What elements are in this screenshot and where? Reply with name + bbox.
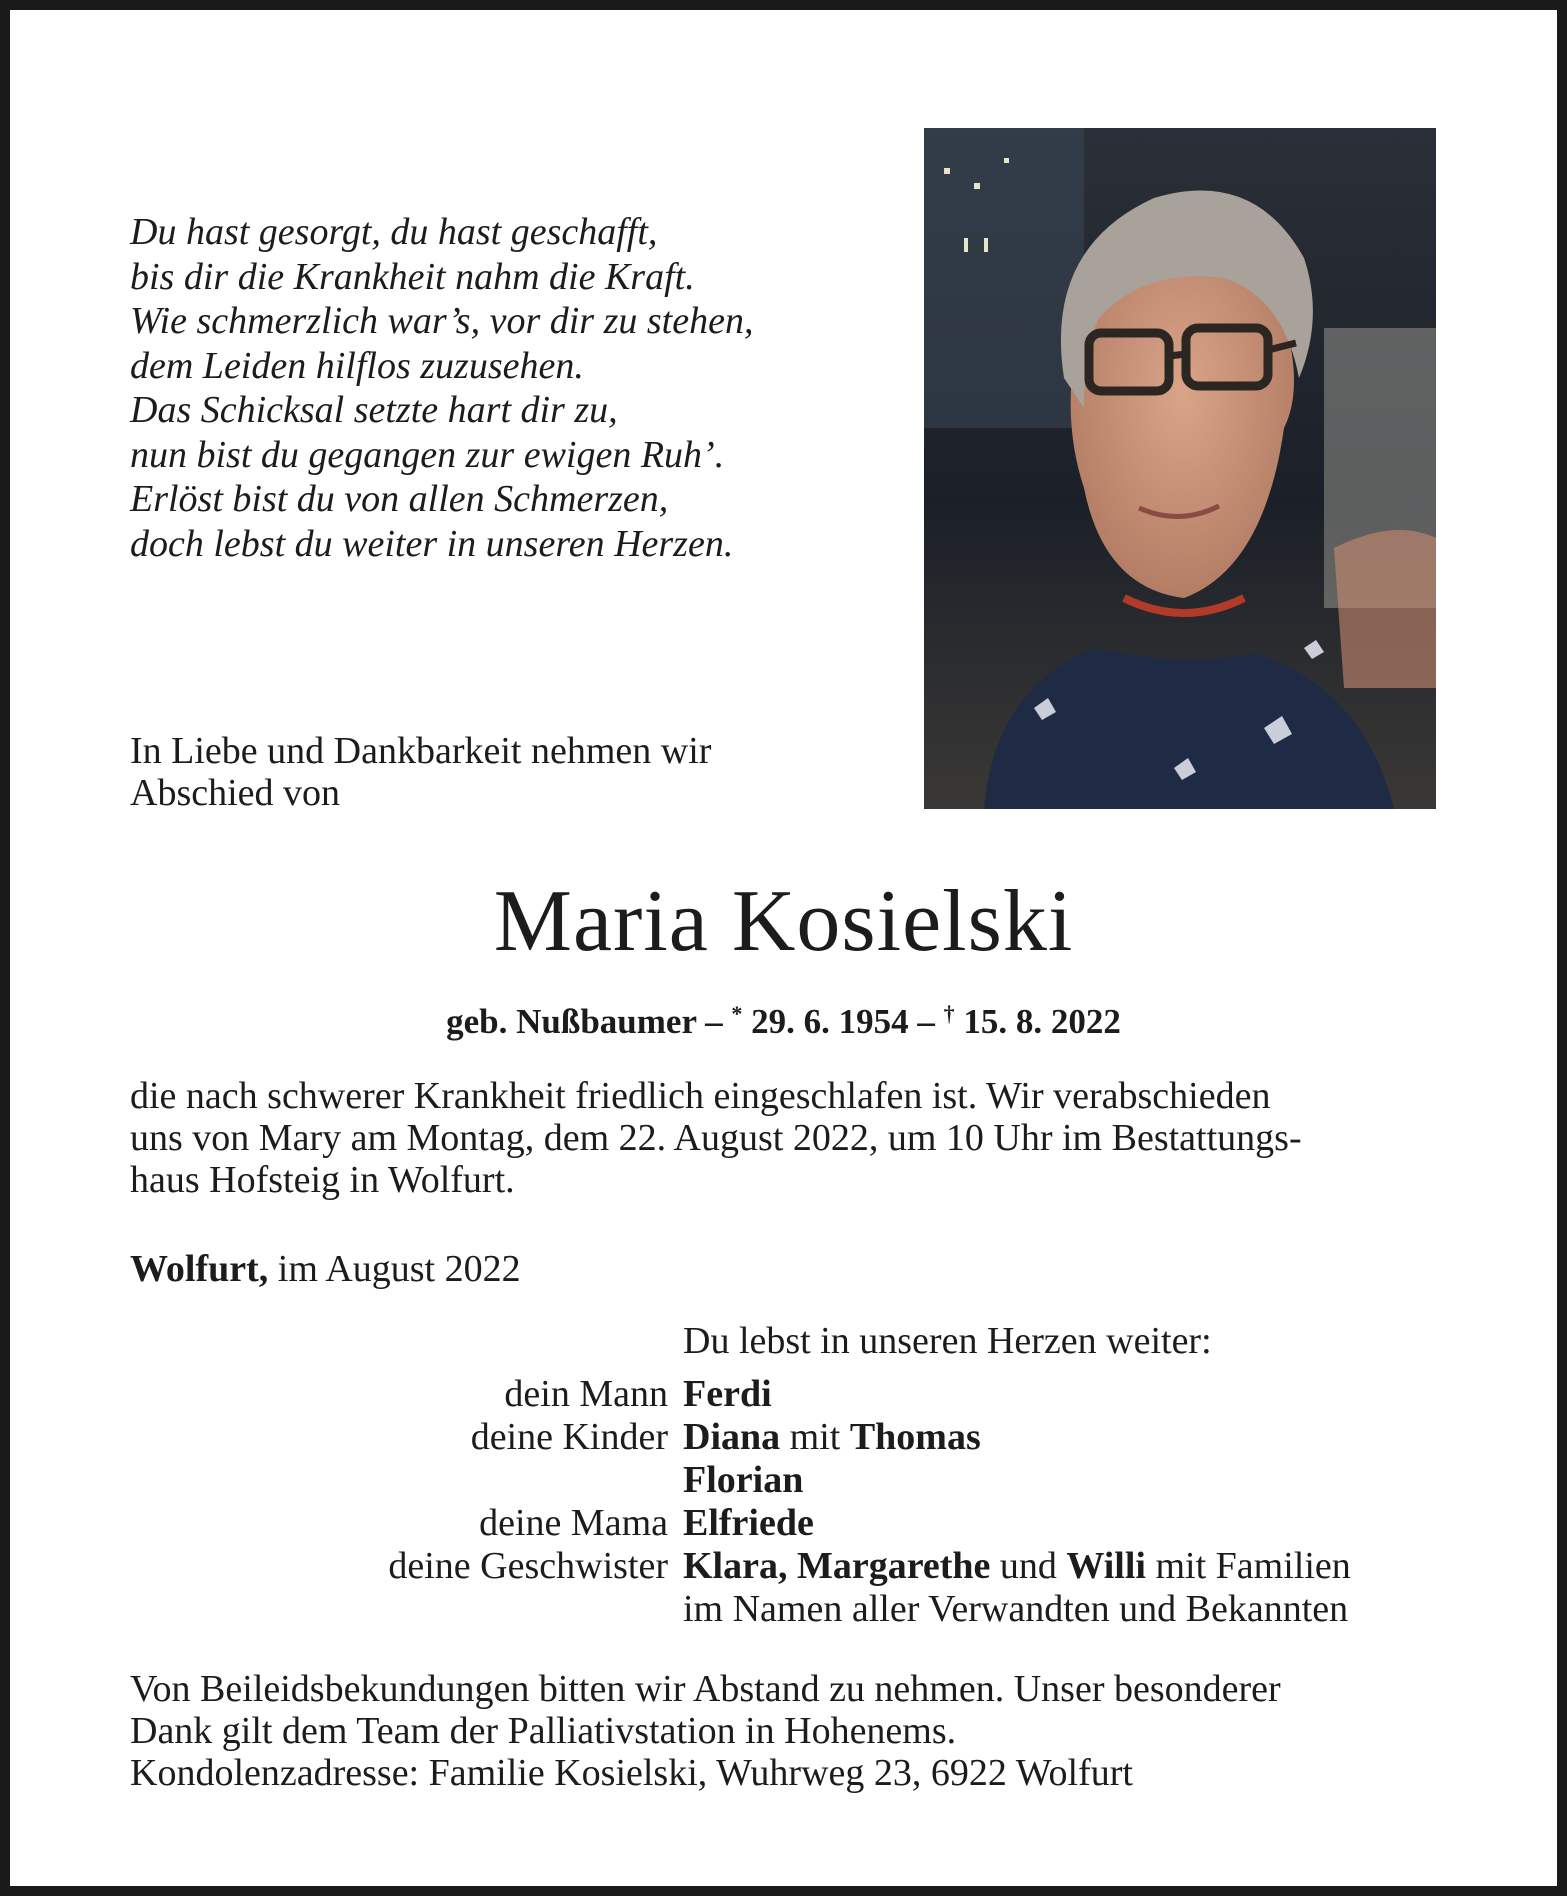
closing-text	[130, 1668, 1450, 1794]
mourner-row	[10, 1502, 1557, 1545]
place-city: Wolfurt,	[130, 1248, 269, 1290]
place-date-text: im August 2022	[268, 1248, 521, 1290]
closing-line: Dank gilt dem Team der Palliativstation in Hohenems.	[130, 1710, 957, 1752]
poem-line: doch lebst du weiter in unseren Herzen.	[130, 522, 734, 565]
mourner-name: Willi	[1066, 1545, 1146, 1587]
mourner-names	[683, 1373, 772, 1416]
maiden-name: geb. Nußbaumer	[446, 1002, 697, 1041]
relation-label: dein Mann	[504, 1373, 668, 1415]
separator: –	[908, 1002, 944, 1041]
mourner-name: Diana	[683, 1416, 781, 1458]
poem-line: bis dir die Krankheit nahm die Kraft.	[130, 255, 695, 298]
intro-line: Abschied von	[130, 772, 341, 814]
announcement-text	[130, 1075, 1440, 1201]
relatives-line: im Namen aller Verwandten und Bekannten	[683, 1588, 1349, 1630]
mourner-name: Ferdi	[683, 1373, 772, 1415]
separator: –	[696, 1002, 732, 1041]
connector: mit	[780, 1416, 850, 1458]
place-date	[130, 1248, 521, 1290]
relation-label: deine Mama	[479, 1502, 668, 1544]
poem-line: Wie schmerzlich war’s, vor dir zu stehen,	[130, 300, 754, 342]
mourners-heading: Du lebst in unseren Herzen weiter:	[683, 1320, 1212, 1362]
portrait-photo	[924, 128, 1436, 809]
announcement-line: die nach schwerer Krankheit friedlich eingeschlafen ist. Wir verabschieden	[130, 1075, 1271, 1117]
mourner-row	[10, 1373, 1557, 1416]
death-mark: †	[943, 1001, 955, 1026]
birth-mark: *	[731, 1001, 743, 1026]
poem-line: Erlöst bist du von allen Schmerzen,	[130, 478, 669, 520]
mourners-list	[10, 1373, 1557, 1631]
mourner-row	[10, 1588, 1557, 1631]
poem-line: nun bist du gegangen zur ewigen Ruh’.	[130, 433, 725, 476]
birth-death-line	[10, 992, 1557, 1044]
poem-line: Du hast gesorgt, du hast geschafft,	[130, 211, 658, 253]
obituary-page	[10, 10, 1557, 1886]
mourner-names	[683, 1545, 1351, 1588]
mourner-name: Thomas	[849, 1416, 981, 1458]
announcement-line: uns von Mary am Montag, dem 22. August 2022, um 10 Uhr im Bestattungs-	[130, 1117, 1302, 1159]
connector: und	[990, 1545, 1067, 1587]
mourner-name: Klara, Margarethe	[683, 1545, 991, 1587]
condolence-address: Kondolenzadresse: Familie Kosielski, Wuhrweg 23, 6922 Wolfurt	[130, 1752, 1133, 1794]
closing-line: Von Beileidsbekundungen bitten wir Abstand zu nehmen. Unser besonderer	[130, 1668, 1281, 1710]
poem-line: dem Leiden hilflos zuzusehen.	[130, 344, 584, 387]
memorial-poem	[130, 210, 830, 566]
mourner-names	[683, 1502, 814, 1545]
mourner-names	[683, 1416, 981, 1459]
mourner-row	[10, 1416, 1557, 1459]
relation-label: deine Kinder	[470, 1416, 668, 1458]
mourner-name: Elfriede	[683, 1502, 814, 1544]
poem-line: Das Schicksal setzte hart dir zu,	[130, 389, 618, 431]
relation-label: deine Geschwister	[388, 1545, 668, 1587]
birth-date: 29. 6. 1954	[742, 1002, 909, 1041]
intro-line: In Liebe und Dankbarkeit nehmen wir	[130, 730, 712, 772]
intro-text	[130, 730, 890, 814]
mourner-name: Florian	[683, 1459, 804, 1501]
connector: mit Familien	[1145, 1545, 1351, 1587]
announcement-line: haus Hofsteig in Wolfurt.	[130, 1159, 515, 1201]
mourner-row	[10, 1545, 1557, 1588]
deceased-name: Maria Kosielski	[493, 873, 1074, 970]
mourner-names	[683, 1459, 803, 1502]
mourner-row	[10, 1459, 1557, 1502]
death-date: 15. 8. 2022	[954, 1002, 1121, 1041]
